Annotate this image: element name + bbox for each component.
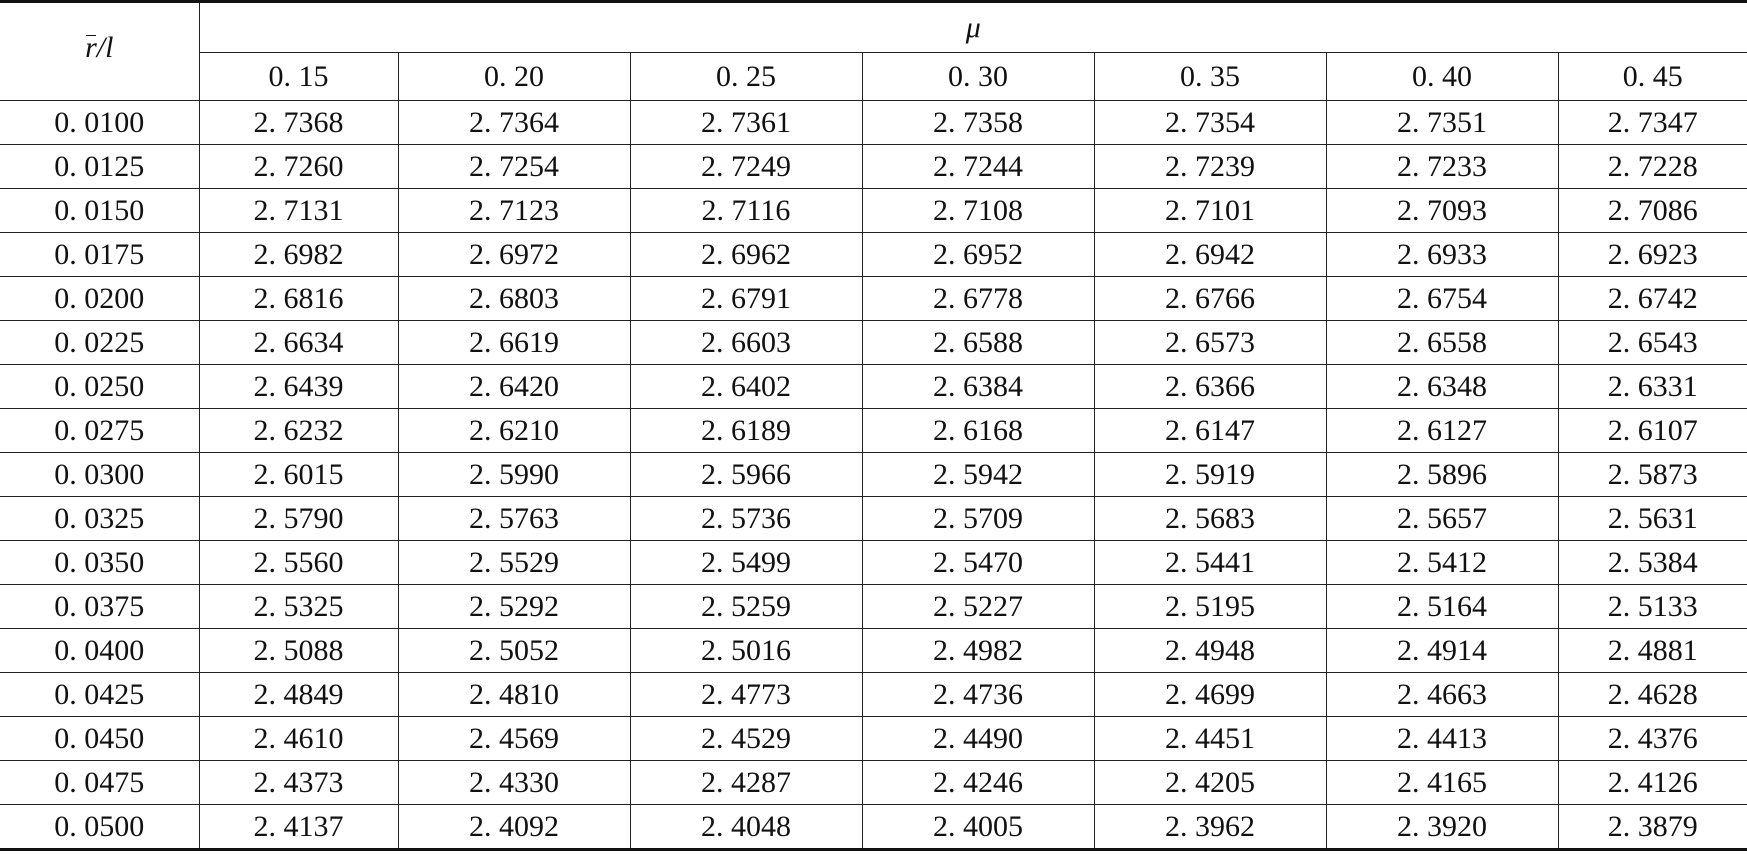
- table-cell: 2. 3962: [1094, 805, 1326, 850]
- table-cell: 2. 5325: [199, 585, 398, 629]
- table-cell: 2. 5736: [630, 497, 862, 541]
- column-header-cell: 0. 45: [1558, 53, 1747, 101]
- table-cell: 2. 7351: [1326, 101, 1558, 145]
- table-cell: 2. 5412: [1326, 541, 1558, 585]
- table-cell: 2. 5790: [199, 497, 398, 541]
- table-cell: 2. 6348: [1326, 365, 1558, 409]
- table-cell: 2. 4005: [862, 805, 1094, 850]
- table-row: [0, 101, 1747, 145]
- table-cell: 2. 5966: [630, 453, 862, 497]
- table-cell: 2. 6015: [199, 453, 398, 497]
- table-cell: 2. 7260: [199, 145, 398, 189]
- table-cell: 2. 4205: [1094, 761, 1326, 805]
- table-cell: 2. 4413: [1326, 717, 1558, 761]
- table-cell: 2. 6634: [199, 321, 398, 365]
- table-cell: 2. 5942: [862, 453, 1094, 497]
- table-cell: 2. 4914: [1326, 629, 1558, 673]
- table-cell: 2. 6558: [1326, 321, 1558, 365]
- table-cell: 2. 4048: [630, 805, 862, 850]
- table-cell: 2. 6766: [1094, 277, 1326, 321]
- table-cell: 2. 5763: [398, 497, 630, 541]
- column-header-cell: 0. 15: [199, 53, 398, 101]
- table-cell: 2. 5709: [862, 497, 1094, 541]
- table-cell: 2. 5292: [398, 585, 630, 629]
- table-cell: 2. 7249: [630, 145, 862, 189]
- row-key-cell: 0. 0350: [0, 541, 199, 585]
- table-cell: 2. 5384: [1558, 541, 1747, 585]
- table-cell: 2. 4330: [398, 761, 630, 805]
- column-header-cell: 0. 25: [630, 53, 862, 101]
- table-cell: 2. 5016: [630, 629, 862, 673]
- table-cell: 2. 6210: [398, 409, 630, 453]
- table-body: [0, 101, 1747, 850]
- table-cell: 2. 6923: [1558, 233, 1747, 277]
- row-key-cell: 0. 0300: [0, 453, 199, 497]
- table-cell: 2. 7116: [630, 189, 862, 233]
- table-row: [0, 629, 1747, 673]
- table-cell: 2. 4373: [199, 761, 398, 805]
- table-cell: 2. 5499: [630, 541, 862, 585]
- table-row: [0, 145, 1747, 189]
- table-row: [0, 277, 1747, 321]
- table-cell: 2. 7354: [1094, 101, 1326, 145]
- table-row: [0, 585, 1747, 629]
- row-key-cell: 0. 0200: [0, 277, 199, 321]
- table-cell: 2. 6543: [1558, 321, 1747, 365]
- row-key-cell: 0. 0325: [0, 497, 199, 541]
- table-cell: 2. 3879: [1558, 805, 1747, 850]
- row-header-separator: /: [96, 30, 106, 64]
- table-cell: 2. 6778: [862, 277, 1094, 321]
- table-cell: 2. 4736: [862, 673, 1094, 717]
- table-row: [0, 717, 1747, 761]
- row-key-cell: 0. 0475: [0, 761, 199, 805]
- table-cell: 2. 6232: [199, 409, 398, 453]
- table-cell: 2. 5896: [1326, 453, 1558, 497]
- table-row: [0, 541, 1747, 585]
- table-row: [0, 497, 1747, 541]
- row-key-cell: 0. 0275: [0, 409, 199, 453]
- table-cell: 2. 4490: [862, 717, 1094, 761]
- table-cell: 2. 7368: [199, 101, 398, 145]
- table-cell: 2. 7108: [862, 189, 1094, 233]
- table-cell: 2. 4376: [1558, 717, 1747, 761]
- table-cell: 2. 6816: [199, 277, 398, 321]
- table-row: [0, 805, 1747, 850]
- table-cell: 2. 6933: [1326, 233, 1558, 277]
- table-cell: 2. 5560: [199, 541, 398, 585]
- table-cell: 2. 4287: [630, 761, 862, 805]
- table-cell: 2. 5441: [1094, 541, 1326, 585]
- table-cell: 2. 5683: [1094, 497, 1326, 541]
- table-cell: 2. 7364: [398, 101, 630, 145]
- table-cell: 2. 6942: [1094, 233, 1326, 277]
- table-cell: 2. 6962: [630, 233, 862, 277]
- column-header-row: [0, 53, 1747, 101]
- table-cell: 2. 5631: [1558, 497, 1747, 541]
- table-cell: 2. 4849: [199, 673, 398, 717]
- table-cell: 2. 4451: [1094, 717, 1326, 761]
- table-cell: 2. 5133: [1558, 585, 1747, 629]
- table-cell: 2. 7358: [862, 101, 1094, 145]
- table-cell: 2. 4137: [199, 805, 398, 850]
- table-row: [0, 233, 1747, 277]
- table-cell: 2. 6189: [630, 409, 862, 453]
- table-cell: 2. 4810: [398, 673, 630, 717]
- table-row: [0, 189, 1747, 233]
- table-cell: 2. 4773: [630, 673, 862, 717]
- table-cell: 2. 4881: [1558, 629, 1747, 673]
- table-cell: 2. 5990: [398, 453, 630, 497]
- table-row: [0, 453, 1747, 497]
- row-key-cell: 0. 0375: [0, 585, 199, 629]
- row-key-cell: 0. 0225: [0, 321, 199, 365]
- table-cell: 2. 5227: [862, 585, 1094, 629]
- row-key-cell: 0. 0425: [0, 673, 199, 717]
- table-cell: 2. 4699: [1094, 673, 1326, 717]
- table-cell: 2. 4663: [1326, 673, 1558, 717]
- table-cell: 2. 6107: [1558, 409, 1747, 453]
- row-key-cell: 0. 0500: [0, 805, 199, 850]
- table-cell: 2. 3920: [1326, 805, 1558, 850]
- table-cell: 2. 4092: [398, 805, 630, 850]
- table-cell: 2. 5657: [1326, 497, 1558, 541]
- table-row: [0, 365, 1747, 409]
- table-cell: 2. 7086: [1558, 189, 1747, 233]
- table-cell: 2. 7233: [1326, 145, 1558, 189]
- row-key-cell: 0. 0400: [0, 629, 199, 673]
- table-cell: 2. 6127: [1326, 409, 1558, 453]
- table-cell: 2. 5195: [1094, 585, 1326, 629]
- row-key-cell: 0. 0450: [0, 717, 199, 761]
- table-cell: 2. 5164: [1326, 585, 1558, 629]
- row-key-cell: 0. 0100: [0, 101, 199, 145]
- table-cell: 2. 4610: [199, 717, 398, 761]
- table-cell: 2. 6742: [1558, 277, 1747, 321]
- table-cell: 2. 6791: [630, 277, 862, 321]
- table-cell: 2. 4982: [862, 629, 1094, 673]
- row-header-label: [85, 31, 113, 64]
- table-cell: 2. 4126: [1558, 761, 1747, 805]
- row-key-cell: 0. 0175: [0, 233, 199, 277]
- column-header-cell: 0. 35: [1094, 53, 1326, 101]
- table-cell: 2. 4246: [862, 761, 1094, 805]
- row-header-cell: [0, 2, 199, 101]
- row-key-cell: 0. 0150: [0, 189, 199, 233]
- table-cell: 2. 4948: [1094, 629, 1326, 673]
- table-cell: 2. 5919: [1094, 453, 1326, 497]
- table-cell: 2. 7347: [1558, 101, 1747, 145]
- column-header-cell: 0. 20: [398, 53, 630, 101]
- row-key-cell: 0. 0250: [0, 365, 199, 409]
- mu-group-header: [199, 2, 1747, 53]
- table-cell: 2. 6439: [199, 365, 398, 409]
- table-cell: 2. 6972: [398, 233, 630, 277]
- table-cell: 2. 6803: [398, 277, 630, 321]
- table-cell: 2. 5052: [398, 629, 630, 673]
- table-cell: 2. 5470: [862, 541, 1094, 585]
- table-row: [0, 409, 1747, 453]
- table-row: [0, 321, 1747, 365]
- table-cell: 2. 6331: [1558, 365, 1747, 409]
- column-header-cell: 0. 40: [1326, 53, 1558, 101]
- table-row: [0, 761, 1747, 805]
- table-cell: 2. 7244: [862, 145, 1094, 189]
- table-cell: 2. 6147: [1094, 409, 1326, 453]
- table-cell: 2. 7254: [398, 145, 630, 189]
- row-header-denominator: l: [105, 30, 114, 64]
- table-cell: 2. 7101: [1094, 189, 1326, 233]
- table-cell: 2. 6619: [398, 321, 630, 365]
- table-cell: 2. 5873: [1558, 453, 1747, 497]
- table-cell: 2. 4569: [398, 717, 630, 761]
- table-cell: 2. 7131: [199, 189, 398, 233]
- table-cell: 2. 6573: [1094, 321, 1326, 365]
- column-header-cell: 0. 30: [862, 53, 1094, 101]
- table-cell: 2. 6402: [630, 365, 862, 409]
- table-cell: 2. 6366: [1094, 365, 1326, 409]
- table-cell: 2. 6384: [862, 365, 1094, 409]
- mu-symbol: μ: [965, 10, 981, 44]
- table-cell: 2. 7093: [1326, 189, 1558, 233]
- table-cell: 2. 6603: [630, 321, 862, 365]
- table-cell: 2. 7123: [398, 189, 630, 233]
- table-cell: 2. 7239: [1094, 145, 1326, 189]
- table-cell: 2. 6168: [862, 409, 1094, 453]
- r-bar-symbol: r: [85, 30, 97, 64]
- table-cell: 2. 4628: [1558, 673, 1747, 717]
- table-cell: 2. 4165: [1326, 761, 1558, 805]
- table-cell: 2. 5259: [630, 585, 862, 629]
- table-row: [0, 673, 1747, 717]
- table-cell: 2. 6952: [862, 233, 1094, 277]
- table-cell: 2. 6754: [1326, 277, 1558, 321]
- header-row-group: [0, 2, 1747, 53]
- table-cell: 2. 6588: [862, 321, 1094, 365]
- row-key-cell: 0. 0125: [0, 145, 199, 189]
- table-cell: 2. 5529: [398, 541, 630, 585]
- table-cell: 2. 6982: [199, 233, 398, 277]
- table-cell: 2. 6420: [398, 365, 630, 409]
- table-cell: 2. 4529: [630, 717, 862, 761]
- table-cell: 2. 5088: [199, 629, 398, 673]
- table-cell: 2. 7228: [1558, 145, 1747, 189]
- table-cell: 2. 7361: [630, 101, 862, 145]
